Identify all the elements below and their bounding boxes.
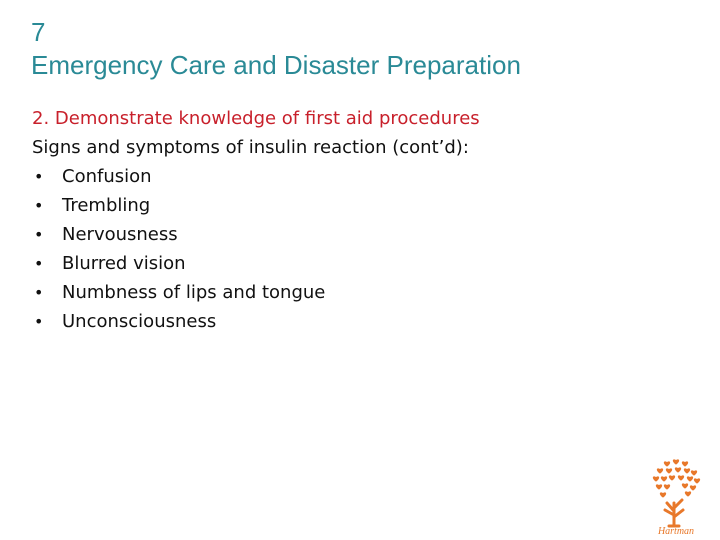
list-item (32, 162, 480, 191)
heart-leaf-icon (664, 484, 670, 489)
bullet-icon: • (34, 283, 44, 302)
symptom-list (32, 162, 480, 336)
bullet-icon: • (34, 254, 44, 273)
slide-header (31, 16, 521, 82)
list-item-label: Nervousness (62, 224, 178, 245)
list-item (32, 220, 480, 249)
heart-leaf-icon (682, 483, 688, 488)
heart-leaf-icon (675, 467, 681, 472)
heart-tree-icon (643, 455, 709, 535)
learning-objective: 2. Demonstrate knowledge of first aid procedures (32, 108, 480, 129)
heart-leaf-icon (657, 468, 663, 473)
chapter-number: 7 (31, 17, 46, 47)
slide-content (32, 104, 480, 336)
heart-leaf-icon (653, 476, 659, 481)
heart-leaf-icon (682, 461, 688, 466)
list-item-label: Blurred vision (62, 253, 186, 274)
heart-leaf-icon (691, 470, 697, 475)
heart-leaf-icon (673, 459, 679, 464)
heart-leaf-icon (690, 485, 696, 490)
heart-leaf-icon (660, 492, 666, 497)
chapter-title: Emergency Care and Disaster Preparation (31, 50, 521, 80)
list-item-label: Numbness of lips and tongue (62, 282, 326, 303)
list-item (32, 278, 480, 307)
heart-leaf-icon (678, 475, 684, 480)
heart-leaf-icon (664, 461, 670, 466)
heart-leaf-icon (685, 491, 691, 496)
heart-leaf-icon (694, 478, 700, 483)
list-item-label: Unconsciousness (62, 311, 217, 332)
logo-wordmark: Hartman (657, 526, 695, 535)
heart-leaf-icon (687, 476, 693, 481)
list-item (32, 191, 480, 220)
list-item (32, 307, 480, 336)
list-item (32, 249, 480, 278)
heart-leaf-icon (656, 484, 662, 489)
list-item-label: Trembling (62, 195, 151, 216)
heart-leaf-icon (666, 468, 672, 473)
heart-leaf-icon (669, 475, 675, 480)
list-item-label: Confusion (62, 166, 152, 187)
heart-leaf-icon (661, 476, 667, 481)
bullet-icon: • (34, 225, 44, 244)
heart-leaf-icon (684, 468, 690, 473)
bullet-icon: • (34, 312, 44, 331)
bullet-icon: • (34, 196, 44, 215)
bullet-icon: • (34, 167, 44, 186)
hartman-logo (643, 455, 709, 535)
section-intro: Signs and symptoms of insulin reaction (cont’d): (32, 137, 469, 158)
